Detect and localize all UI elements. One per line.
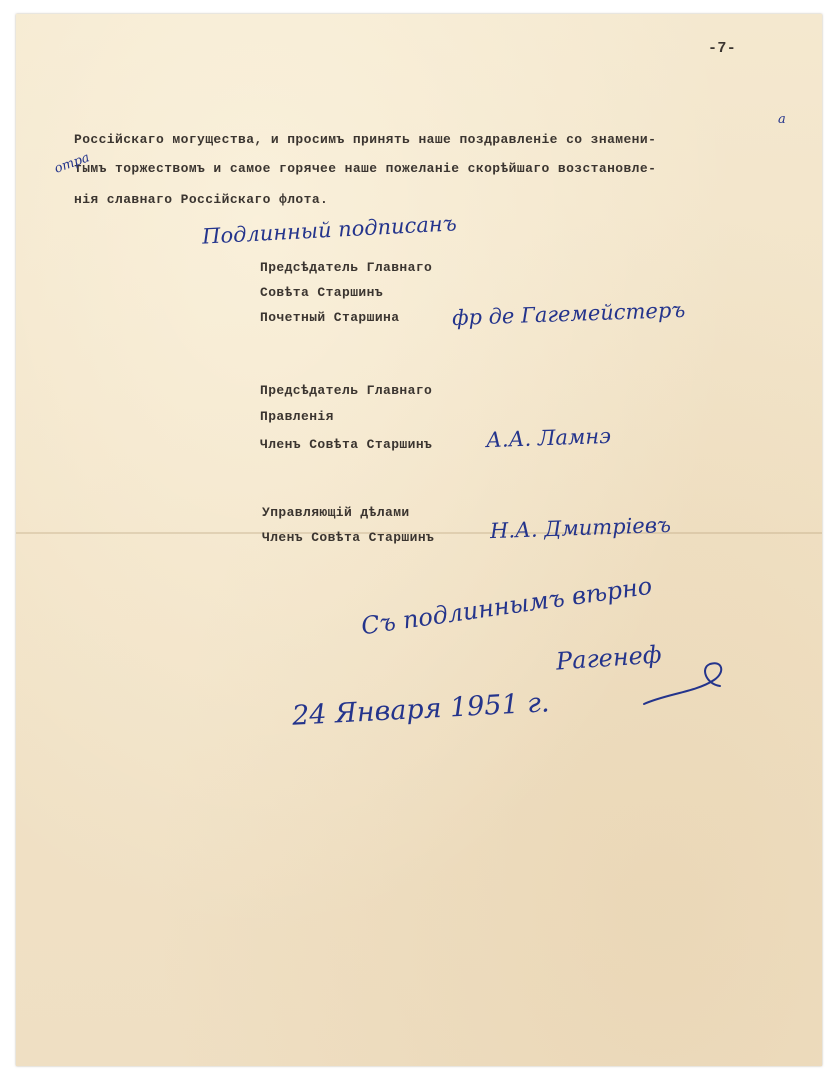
signatory-3-title-line-2: Членъ Совѣта Старшинъ [262,530,435,545]
margin-correction-note: отра [52,150,92,177]
signatory-3-signature: Н.А. Дмитріевъ [489,512,672,544]
page-number: -7- [708,40,737,57]
signature-flourish [636,654,736,714]
certification-line-1: Съ подлиннымъ вѣрно [359,571,654,641]
signatory-3-title-line-1: Управляющій дѣлами [262,505,410,520]
body-line-2: тымъ торжествомъ и самое горячее наше пожеланіе скорѣйшаго возстановле- [74,161,657,176]
document-page [16,14,822,1066]
original-signed-note: Подлинный подписанъ [201,211,458,249]
signatory-2-title-line-3: Членъ Совѣта Старшинъ [260,437,433,452]
signatory-1-title-line-2: Совѣта Старшинъ [260,285,384,300]
signatory-1-title-line-3: Почетный Старшина [260,310,400,325]
certification-signature: Рагенеф [555,640,663,676]
body-line-3: нія славнаго Россійскаго флота. [74,192,329,207]
signatory-2-title-line-1: Предсѣдатель Главнаго [260,383,433,398]
signatory-1-title-line-1: Предсѣдатель Главнаго [260,260,433,275]
signatory-2-signature: А.А. Ламнэ [485,423,612,453]
superscript-correction: а [778,112,786,127]
signatory-2-title-line-2: Правленія [260,409,334,424]
handwritten-date: 24 Января 1951 г. [291,687,551,732]
signatory-1-signature: фр де Гагемейстеръ [451,297,686,331]
body-line-1: Россійскаго могущества, и просимъ принять наше поздравленіе со знамени- [74,132,657,147]
